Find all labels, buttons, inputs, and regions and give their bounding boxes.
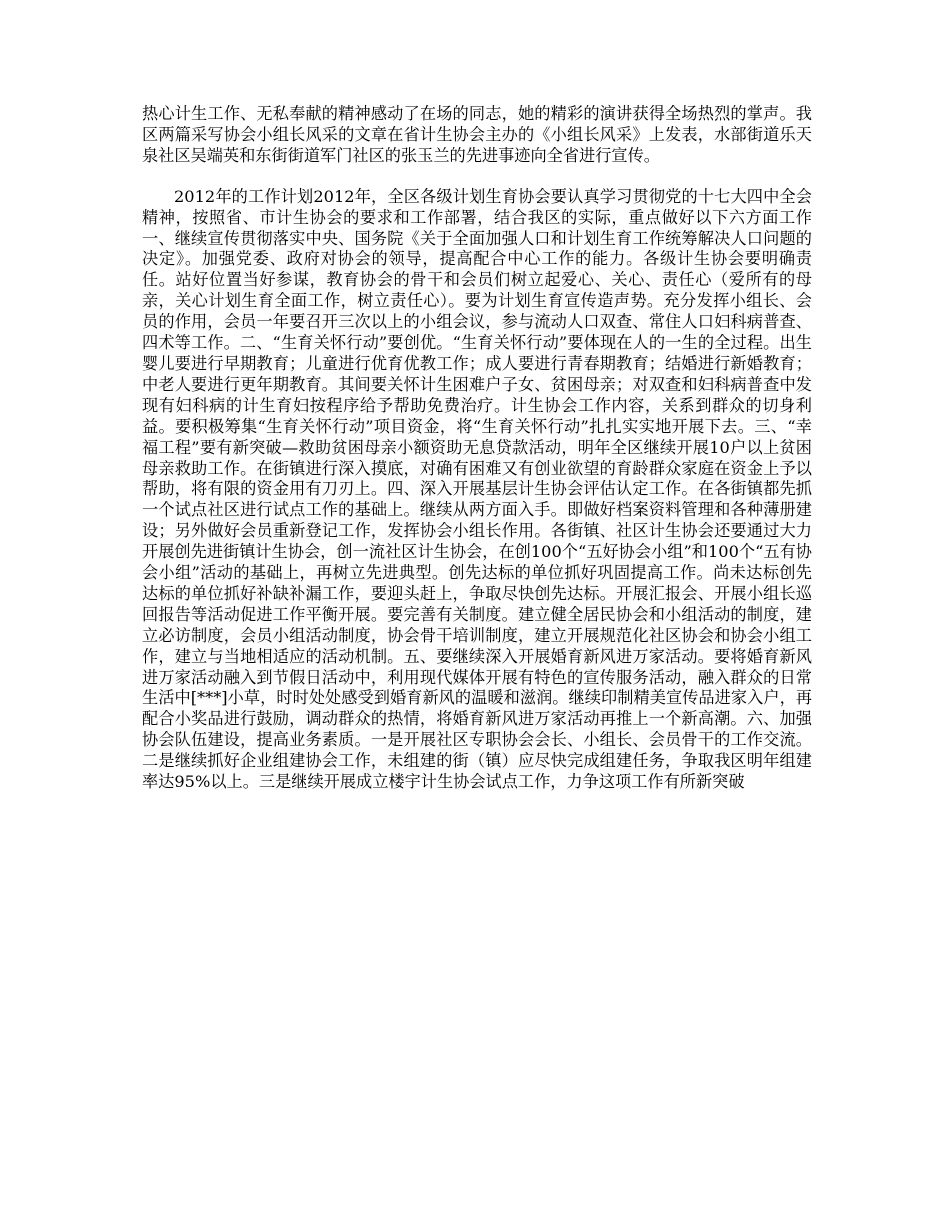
paragraph-intro: 热心计生工作、无私奉献的精神感动了在场的同志，她的精彩的演讲获得全场热烈的掌声。我区两篇采写协会小组长风采的文章在省计生协会主办的《小组长风采》上发表，水部街道乐天泉社区吴端英和东街街道军门社区的张玉兰的先进事迹向全省进行宣传。 bbox=[142, 104, 812, 165]
paragraph-spacer bbox=[142, 167, 812, 187]
document-page bbox=[142, 104, 812, 793]
paragraph-work-plan: 2012年的工作计划2012年，全区各级计划生育协会要认真学习贯彻党的十七大四中全会精神，按照省、市计生协会的要求和工作部署，结合我区的实际，重点做好以下六方面工作一、继续宣传贯彻落实中央、国务院《关于全面加强人口和计划生育工作统筹解决人口问题的决定》。加强党委、政府对协会的领导，提高配合中心工作的能力。各级计生协会要明确责任。站好位置当好参谋，教育协会的骨干和会员们树立起爱心、关心、责任心（爱所有的母亲，关心计划生育全面工作，树立责任心）。要为计划生育宣传造声势。充分发挥小组长、会员的作用，会员一年要召开三次以上的小组会议，参与流动人口双查、常住人口妇科病普查、四术等工作。二、“生育关怀行动”要创优。“生育关怀行动”要体现在人的一生的全过程。出生婴儿要进行早期教育；儿童进行优育优教工作；成人要进行青春期教育；结婚进行新婚教育；中老人要进行更年期教育。其间要关怀计生困难户子女、贫困母亲；对双查和妇科病普查中发现有妇科病的计生育妇按程序给予帮助免费治疗。计生协会工作内容，关系到群众的切身利益。要积极筹集“生育关怀行动”项目资金，将“生育关怀行动”扎扎实实地开展下去。三、“幸福工程”要有新突破—救助贫困母亲小额资助无息贷款活动，明年全区继续开展10户以上贫困母亲救助工作。在街镇进行深入摸底，对确有困难又有创业欲望的育龄群众家庭在资金上予以帮助，将有限的资金用有刀刃上。四、深入开展基层计生协会评估认定工作。在各街镇都先抓一个试点社区进行试点工作的基础上。继续从两方面入手。即做好档案资料管理和各种薄册建设；另外做好会员重新登记工作，发挥协会小组长作用。各街镇、社区计生协会还要通过大力开展创先进街镇计生协会，创一流社区计生协会，在创100个“五好协会小组”和100个“五有协会小组”活动的基础上，再树立先进典型。创先达标的单位抓好巩固提高工作。尚未达标创先达标的单位抓好补缺补漏工作，要迎头赶上，争取尽快创先达标。开展汇报会、开展小组长巡回报告等活动促进工作平衡开展。要完善有关制度。建立健全居民协会和小组活动的制度，建立必访制度，会员小组活动制度，协会骨干培训制度，建立开展规范化社区协会和协会小组工作，建立与当地相适应的活动机制。五、要继续深入开展婚育新风进万家活动。要将婚育新风进万家活动融入到节假日活动中，利用现代媒体开展有特色的宣传服务活动，融入群众的日常生活中[***]小草，时时处处感受到婚育新风的温暖和滋润。继续印制精美宣传品进家入户，再配合小奖品进行鼓励，调动群众的热情，将婚育新风进万家活动再推上一个新高潮。六、加强协会队伍建设，提高业务素质。一是开展社区专职协会会长、小组长、会员骨干的工作交流。二是继续抓好企业组建协会工作，未组建的街（镇）应尽快完成组建任务，争取我区明年组建率达95%以上。三是继续开展成立楼宇计生协会试点工作，力争这项工作有所新突破 bbox=[142, 186, 812, 792]
